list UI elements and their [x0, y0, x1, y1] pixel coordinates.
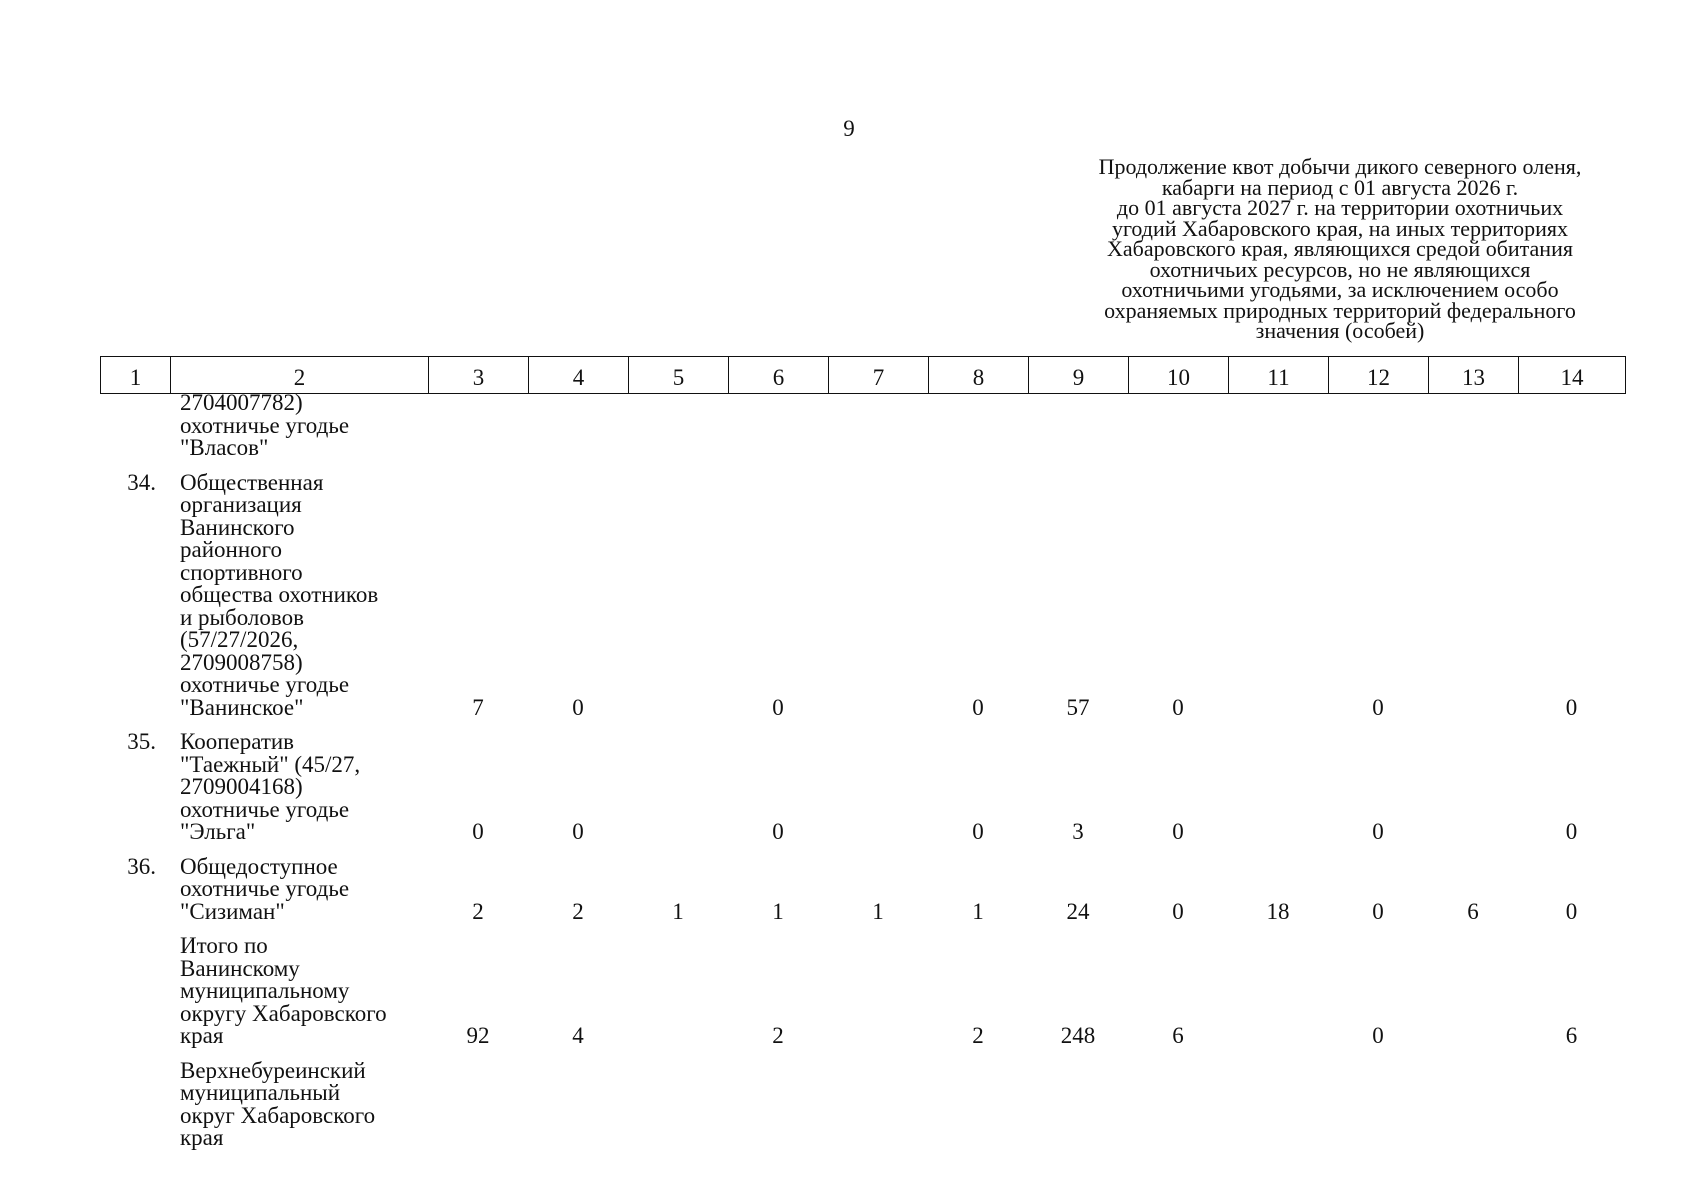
quota-cell-col-13: 6: [1467, 898, 1479, 924]
quota-cell-col-10: 6: [1172, 1023, 1184, 1048]
caption-line: до 01 августа 2027 г. на территории охотничьих: [1116, 195, 1564, 220]
quota-cell-col-9: 3: [1072, 819, 1084, 844]
quota-cell-col-3: [428, 392, 528, 472]
quota-cell-col-8: 0: [972, 819, 984, 844]
header-row: [101, 357, 1626, 394]
row-number: [100, 1060, 170, 1162]
hunting-ground-name: [170, 469, 428, 732]
name-line: охотничье угодье: [180, 796, 350, 822]
quota-cell-col-11: [1228, 392, 1328, 472]
column-number-2: 2: [171, 357, 429, 394]
name-line: Общедоступное: [180, 853, 338, 879]
hunting-ground-name: [170, 392, 428, 472]
quota-cell-col-4: [528, 1060, 628, 1162]
quota-cell-col-12: [1328, 1060, 1428, 1162]
name-line: охотничье угодье: [180, 672, 350, 697]
name-line: 2709008758): [180, 649, 303, 675]
hunting-ground-name: [170, 853, 428, 936]
name-line: общества охотников: [180, 582, 379, 607]
quota-cell-col-4: 0: [572, 694, 584, 720]
column-number-4: 4: [529, 357, 629, 394]
name-line: Ванинскому: [180, 955, 300, 981]
quota-cell-col-13: [1428, 731, 1518, 856]
name-line: Итого по: [180, 933, 268, 958]
name-line: и рыболовов: [180, 604, 304, 630]
name-line: 2709004168): [180, 774, 303, 799]
column-number-5: 5: [629, 357, 729, 394]
quota-cell-col-10: 0: [1172, 898, 1184, 924]
quota-cell-col-14: 0: [1565, 694, 1578, 720]
quota-cell-col-9: 24: [1066, 898, 1090, 924]
name-line: 2704007782): [180, 390, 303, 415]
quota-cell-col-10: [1128, 1060, 1228, 1162]
column-number-8: 8: [929, 357, 1029, 394]
table-row: [100, 856, 1625, 936]
name-line: (57/27/2026,: [180, 627, 299, 652]
quota-cell-col-5: [628, 731, 728, 856]
quota-cell-col-14: 0: [1565, 898, 1578, 924]
name-line: Кооператив: [180, 729, 295, 754]
column-number-3: 3: [429, 357, 529, 394]
quota-cell-col-7: [828, 472, 928, 732]
caption-line: Продолжение квот добычи дикого северного оленя,: [1098, 154, 1582, 179]
quota-cell-col-13: [1428, 392, 1518, 472]
row-number: 36.: [127, 853, 156, 879]
quota-cell-col-13: [1428, 472, 1518, 732]
row-number: 35.: [127, 729, 156, 754]
table-row: [100, 472, 1625, 732]
name-line: организация: [180, 492, 302, 517]
name-line: районного: [180, 537, 282, 562]
name-line: муниципальный: [180, 1080, 341, 1105]
table-row: [100, 392, 1625, 472]
quota-cell-col-10: 0: [1172, 819, 1184, 844]
quota-cell-col-12: 0: [1372, 898, 1384, 924]
quota-cell-col-3: [428, 1060, 528, 1162]
table-row: [100, 731, 1625, 856]
quota-cell-col-12: [1328, 392, 1428, 472]
column-number-7: 7: [829, 357, 929, 394]
quota-cell-col-14: 0: [1565, 819, 1578, 844]
name-line: Общественная: [180, 469, 324, 495]
caption-line: охотничьих ресурсов, но не являющихся: [1149, 256, 1531, 282]
quota-cell-col-3: 7: [472, 694, 484, 720]
name-line: охотничье угодье: [180, 876, 350, 901]
column-number-10: 10: [1129, 357, 1229, 394]
quota-cell-col-11: 18: [1266, 898, 1290, 924]
column-number-9: 9: [1029, 357, 1129, 394]
quota-cell-col-12: 0: [1372, 1023, 1384, 1048]
hunting-ground-name: [170, 935, 428, 1060]
quota-cell-col-11: [1228, 731, 1328, 856]
quota-cell-col-8: 2: [972, 1023, 984, 1048]
quota-cell-col-6: 0: [772, 694, 784, 720]
caption-line: кабарги на период с 01 августа 2026 г.: [1161, 174, 1519, 200]
quota-cell-col-3: 2: [472, 898, 484, 924]
column-number-13: 13: [1429, 357, 1519, 394]
name-line: охотничье угодье: [180, 412, 350, 438]
page-number: 9: [843, 116, 855, 141]
quota-cell-col-12: 0: [1372, 819, 1384, 844]
name-line: "Эльга": [180, 819, 256, 844]
hunting-ground-name: [170, 731, 428, 856]
quota-cell-col-6: [728, 1060, 828, 1162]
quota-cell-col-3: 0: [472, 819, 484, 844]
quota-cell-col-9: 248: [1060, 1023, 1096, 1048]
name-line: края: [180, 1125, 224, 1150]
caption-line: значения (особей): [1255, 318, 1425, 343]
caption-line: Хабаровского края, являющихся средой обитания: [1107, 236, 1573, 261]
column-number-12: 12: [1329, 357, 1429, 394]
quota-cell-col-10: 0: [1172, 694, 1184, 720]
quota-cell-col-4: [528, 392, 628, 472]
column-number-14: 14: [1519, 357, 1626, 394]
quota-cell-col-5: [628, 935, 728, 1060]
row-number: 34.: [127, 469, 156, 495]
quota-cell-col-14: [1518, 1060, 1625, 1162]
quota-cell-col-5: [628, 1060, 728, 1162]
quota-cell-col-8: 1: [972, 898, 984, 924]
quota-cell-col-7: 1: [872, 898, 884, 924]
name-line: "Ванинское": [180, 694, 304, 720]
column-number-1: 1: [101, 357, 171, 394]
caption-line: охотничьими угодьями, за исключением особо: [1121, 277, 1559, 302]
quota-cell-col-14: [1518, 392, 1625, 472]
name-line: "Власов": [180, 435, 269, 460]
name-line: Верхнебуреинский: [180, 1057, 366, 1083]
name-line: края: [180, 1023, 224, 1048]
name-line: округу Хабаровского: [180, 1000, 387, 1026]
quota-cell-col-5: 1: [672, 898, 684, 924]
quota-cell-col-5: [628, 392, 728, 472]
quota-cell-col-4: 4: [572, 1023, 584, 1048]
quota-cell-col-3: 92: [466, 1023, 490, 1048]
name-line: спортивного: [180, 559, 303, 585]
quota-cell-col-6: [728, 392, 828, 472]
name-line: муниципальному: [180, 978, 350, 1003]
row-number: [100, 392, 170, 472]
name-line: "Таежный" (45/27,: [180, 751, 361, 777]
quota-cell-col-7: [828, 935, 928, 1060]
quota-cell-col-8: [928, 392, 1028, 472]
quota-cell-col-13: [1428, 935, 1518, 1060]
caption-line: охраняемых природных территорий федерального: [1104, 297, 1576, 323]
quota-table: [100, 392, 1625, 1162]
quota-cell-col-6: 1: [772, 898, 784, 924]
quota-table-body: [100, 392, 1625, 1162]
column-number-header: [100, 356, 1626, 394]
quota-cell-col-14: 6: [1565, 1023, 1578, 1048]
quota-cell-col-13: [1428, 1060, 1518, 1162]
name-line: "Сизиман": [180, 898, 285, 924]
quota-cell-col-7: [828, 1060, 928, 1162]
table-caption: [1040, 154, 1640, 343]
column-number-11: 11: [1229, 357, 1329, 394]
quota-cell-col-8: 0: [972, 694, 984, 720]
quota-cell-col-9: [1028, 1060, 1128, 1162]
table-row: [100, 1060, 1625, 1162]
name-line: округ Хабаровского: [180, 1102, 376, 1128]
quota-cell-col-5: [628, 472, 728, 732]
quota-cell-col-4: 0: [572, 819, 584, 844]
quota-cell-col-11: [1228, 1060, 1328, 1162]
quota-cell-col-7: [828, 392, 928, 472]
hunting-ground-name: [170, 1057, 428, 1162]
quota-cell-col-6: 0: [772, 819, 784, 844]
row-number: [100, 935, 170, 1060]
column-number-6: 6: [729, 357, 829, 394]
name-line: Ванинского: [180, 514, 295, 540]
quota-cell-col-11: [1228, 935, 1328, 1060]
quota-cell-col-7: [828, 731, 928, 856]
quota-cell-col-10: [1128, 392, 1228, 472]
quota-cell-col-11: [1228, 472, 1328, 732]
quota-cell-col-9: [1028, 392, 1128, 472]
quota-cell-col-4: 2: [572, 898, 584, 924]
table-row: [100, 935, 1625, 1060]
quota-cell-col-6: 2: [772, 1023, 784, 1048]
quota-cell-col-8: [928, 1060, 1028, 1162]
caption-line: угодий Хабаровского края, на иных территориях: [1111, 215, 1569, 241]
quota-cell-col-12: 0: [1372, 694, 1384, 720]
quota-cell-col-9: 57: [1066, 694, 1090, 720]
